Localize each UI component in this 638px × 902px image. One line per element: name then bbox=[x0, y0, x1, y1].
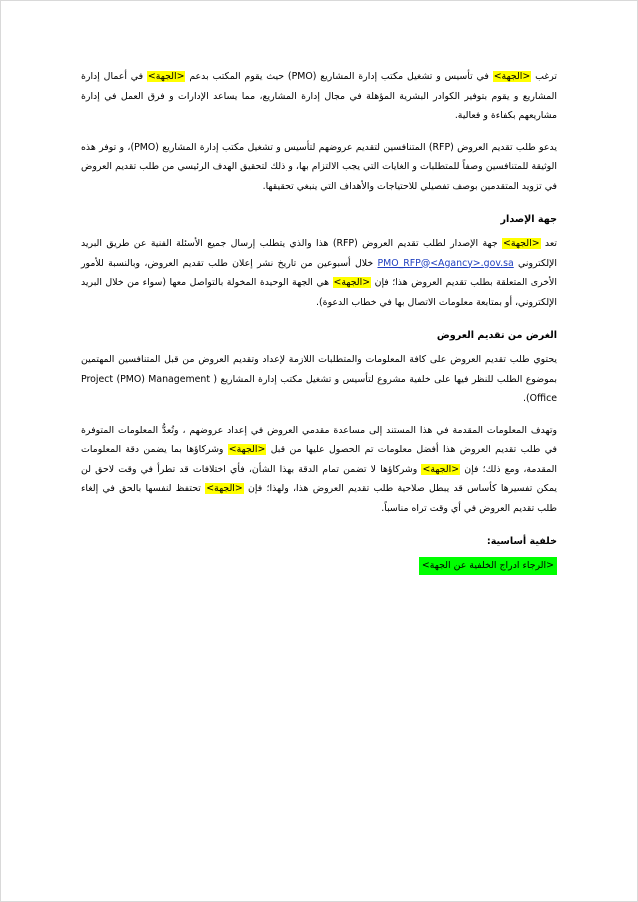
background-paragraph bbox=[81, 556, 557, 576]
heading-purpose: الغرض من تقديم العروض bbox=[436, 330, 557, 341]
entity-placeholder: <الجهة> bbox=[493, 71, 531, 82]
purpose-paragraph: يحتوي طلب تقديم العروض على كافة المعلومات والمتطلبات اللازمة لإعداد وتقديم العروض من قبل المتنافسين المهتمين بموضوع الطلب للنظر فيها على خلفية مشروع لتأسيس و تشغيل مكتب إدارة المشاريع ( Project (PMO) Management Office). bbox=[81, 354, 557, 404]
text-run: وتهدف المعلومات المقدمة في هذا المستند إلى مساعدة مقدمي العروض في إعداد عروضهم ، وتُعدُّ المعلومات المتوفرة في طلب تقديم العروض هذا أفضل معلومات تم الحصول عليها من قبل bbox=[81, 424, 557, 455]
intro-paragraph bbox=[81, 67, 557, 126]
heading-background: خلفية أساسية: bbox=[486, 536, 557, 547]
rfp-paragraph: يدعو طلب تقديم العروض (RFP) المتنافسين لتقديم عروضهم لتأسيس و تشغيل مكتب إدارة المشاريع (PMO)، و توفر هذه الوثيقة للمتنافسين وصفاً للمتطلبات و الغايات التي يجب الالتزام بها، و ذلك لتحقيق الهدف الرئيسي من طلب تقديم العروض في تزويد المتقدمين بوصف تفصيلي للاحتياجات والأهداف التي ينبغي تحقيقها. bbox=[81, 141, 557, 192]
text-run: وشركاؤها لا تضمن تمام الدقة بهذا الشأن، فأي اختلافات قد تطرأ في وقت لاحق لن يمكن تفسيرها كأساس قد يبطل صلاحية طلب تقديم العروض هذا، ولهذا؛ فإن bbox=[81, 463, 557, 494]
text-run: تحتفظ لنفسها بالحق في إلغاء طلب تقديم العروض في أي وقت تراه مناسباً. bbox=[81, 483, 557, 514]
email-link[interactable]: PMO_RFP@<Agancy>.gov.sa bbox=[377, 257, 514, 269]
text-run: ترغب bbox=[531, 71, 557, 82]
background-placeholder: <الرجاء ادراج الخلفية عن الجهة> bbox=[419, 557, 557, 575]
text-run: جهة الإصدار لطلب تقديم العروض (RFP) هذا والذي يتطلب إرسال جميع الأسئلة الفنية عن طريق البريد الإلكتروني bbox=[81, 238, 557, 269]
info-paragraph bbox=[81, 421, 557, 519]
text-run: هي الجهة الوحيدة المخولة بالتواصل معها (سواء من خلال البريد الإلكتروني، أو بمتابعة معلومات الاتصال بها في خطاب الدعوة). bbox=[81, 277, 557, 308]
text-run: خلال أسبوعين من تاريخ نشر إعلان طلب تقديم العروض، وبالنسبة للأمور الأخرى المتعلقة بطلب تقديم العروض هذا؛ فإن bbox=[81, 257, 557, 288]
text-run: في تأسيس و تشغيل مكتب إدارة المشاريع (PMO) حيث يقوم المكتب بدعم bbox=[185, 71, 493, 82]
text-run: في أعمال إدارة المشاريع و يقوم بتوفير الكوادر البشرية المؤهلة في مجال إدارة المشاريع، مما يساعد الإدارات و فرق العمل في إدارة مشاريعهم بكفاءة و فعالية. bbox=[81, 71, 557, 121]
entity-placeholder: <الجهة> bbox=[422, 463, 460, 475]
entity-placeholder: <الجهة> bbox=[206, 483, 243, 494]
entity-placeholder: <الجهة> bbox=[147, 71, 185, 82]
entity-placeholder: <الجهة> bbox=[502, 238, 540, 249]
document-body bbox=[81, 67, 557, 576]
entity-placeholder: <الجهة> bbox=[228, 444, 266, 455]
issuer-paragraph bbox=[81, 234, 557, 312]
heading-issuer: جهة الإصدار bbox=[500, 214, 557, 225]
entity-placeholder: <الجهة> bbox=[333, 277, 371, 288]
text-run: تعد bbox=[540, 238, 557, 249]
text-run: وشركاؤها بما يضمن دقة المعلومات المقدمة، ومع ذلك؛ فإن bbox=[81, 444, 557, 475]
